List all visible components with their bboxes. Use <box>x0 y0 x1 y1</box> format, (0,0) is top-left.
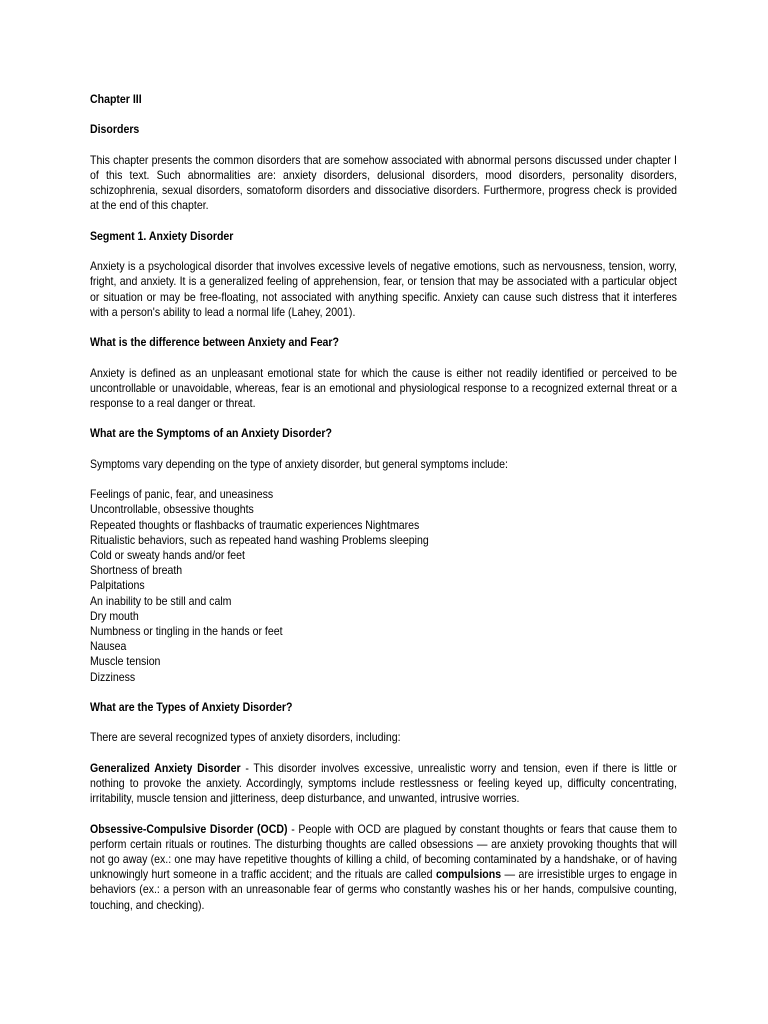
list-item: Muscle tension <box>90 654 161 669</box>
list-item: Dizziness <box>90 669 136 684</box>
list-item: Dry mouth <box>90 608 139 623</box>
question-heading-symptoms: What are the Symptoms of an Anxiety Disorder? <box>90 426 332 441</box>
list-item: Shortness of breath <box>90 563 183 578</box>
ocd-paragraph <box>90 822 677 913</box>
symptoms-intro: Symptoms vary depending on the type of anxiety disorder, but general symptoms include: <box>90 456 508 471</box>
anxiety-fear-paragraph: Anxiety is defined as an unpleasant emotional state for which the cause is either not readily identified or perceived to be uncontrollable or unavoidable, whereas, fear is an emotional and physiological response to a recognized external threat or a response to a real danger or threat. <box>90 365 677 410</box>
list-item: Uncontrollable, obsessive thoughts <box>90 502 254 517</box>
list-item: Feelings of panic, fear, and uneasiness <box>90 487 274 502</box>
segment-paragraph: Anxiety is a psychological disorder that involves excessive levels of negative emotions, such as nervousness, tension, worry, fright, and anxiety. It is a generalized feeling of apprehension, fear, or tension that may be associated with a particular object or situation or may be free-floating, not associated with anything specific. Anxiety can cause such distress that it interferes with a person's ability to lead a normal life (Lahey, 2001). <box>90 259 677 319</box>
list-item: Numbness or tingling in the hands or feet <box>90 623 283 638</box>
list-item: Repeated thoughts or flashbacks of traumatic experiences Nightmares <box>90 517 420 532</box>
list-item: Cold or sweaty hands and/or feet <box>90 547 245 562</box>
ocd-description-part-1: - People with OCD are plagued by constant thoughts or fears that cause them to perform certain rituals or routines. The disturbing thoughts are called obsessions — are anxiety provoking thoughts that will not go away (ex.: one may have repetitive thoughts of killing a child, of becoming contaminated by a handshake, or of having unknowingly hurt someone in a traffic accident; and the rituals are called <box>90 821 677 882</box>
types-intro: There are several recognized types of anxiety disorders, including: <box>90 730 401 745</box>
question-heading-types: What are the Types of Anxiety Disorder? <box>90 699 293 714</box>
question-heading-anxiety-fear: What is the difference between Anxiety and Fear? <box>90 335 339 350</box>
document-page <box>90 92 677 928</box>
section-title: Disorders <box>90 122 140 137</box>
gad-term: Generalized Anxiety Disorder <box>90 760 241 775</box>
list-item: Nausea <box>90 639 127 654</box>
intro-paragraph: This chapter presents the common disorders that are somehow associated with abnormal persons discussed under chapter I of this text. Such abnormalities are: anxiety disorders, delusional disorders, mood disorders, personality disorders, schizophrenia, sexual disorders, somatoform disorders and dissociative disorders. Furthermore, progress check is provided at the end of this chapter. <box>90 152 677 213</box>
list-item: Ritualistic behaviors, such as repeated hand washing Problems sleeping <box>90 532 429 547</box>
ocd-term: Obsessive-Compulsive Disorder (OCD) <box>90 821 288 836</box>
list-item: An inability to be still and calm <box>90 593 232 608</box>
gad-paragraph <box>90 761 677 807</box>
gad-description: - This disorder involves excessive, unrealistic worry and tension, even if there is little or nothing to provoke the anxiety. Accordingly, symptoms include restlessness or feeling keyed up, difficulty concentrating, irritability, muscle tension and jitteriness, deep disturbance, and unwanted, intrusive worries. <box>90 760 677 806</box>
segment-title: Segment 1. Anxiety Disorder <box>90 228 234 243</box>
compulsions-term: compulsions <box>435 867 502 882</box>
list-item: Palpitations <box>90 578 145 593</box>
ocd-description-part-2: — are irresistible urges to engage in behaviors (ex.: a person with an unreasonable fear of germs who constantly washes his or her hands, compulsive counting, touching, and checking). <box>90 867 677 912</box>
symptoms-list <box>90 487 677 685</box>
chapter-title: Chapter III <box>90 92 142 106</box>
